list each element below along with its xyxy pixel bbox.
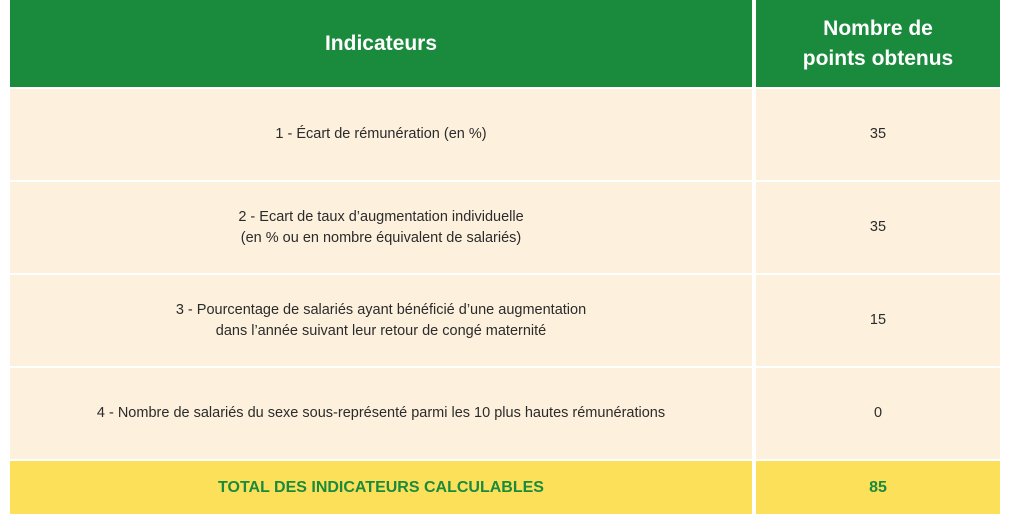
row-2-points-value: 35 (869, 219, 887, 235)
row-4-points (756, 368, 1000, 459)
row-2-line1: 2 - Ecart de taux d’augmentation individuelle (238, 208, 524, 225)
row-3-line2: dans l’année suivant leur retour de congé maternité (215, 322, 547, 339)
row-4-indicator (10, 368, 752, 459)
header-indicators (10, 0, 752, 87)
row-2-indicator (10, 182, 752, 273)
row-3-line1: 3 - Pourcentage de salariés ayant bénéficié d’une augmentation (175, 301, 587, 318)
row-4-line1: 4 - Nombre de salariés du sexe sous-représenté parmi les 10 plus hautes rémunérations (96, 405, 666, 421)
header-points-line2: points obtenus (802, 46, 954, 70)
total-label-cell (10, 461, 752, 514)
total-points: 85 (869, 478, 887, 496)
row-3-points-value: 15 (869, 312, 887, 328)
row-1-points-value: 35 (869, 126, 887, 142)
total-points-cell (756, 461, 1000, 514)
row-1-points (756, 89, 1000, 180)
row-3-indicator (10, 275, 752, 366)
header-points (756, 0, 1000, 87)
row-3-points (756, 275, 1000, 366)
row-2-line2: (en % ou en nombre équivalent de salariés) (240, 229, 522, 246)
indicators-table (10, 0, 1000, 510)
header-indicators-label: Indicateurs (324, 31, 438, 55)
row-1-line1: 1 - Écart de rémunération (en %) (275, 126, 487, 142)
row-1-indicator (10, 89, 752, 180)
total-label: TOTAL DES INDICATEURS CALCULABLES (218, 478, 544, 496)
row-2-points (756, 182, 1000, 273)
row-4-points-value: 0 (873, 405, 883, 421)
header-points-line1: Nombre de (823, 16, 933, 40)
